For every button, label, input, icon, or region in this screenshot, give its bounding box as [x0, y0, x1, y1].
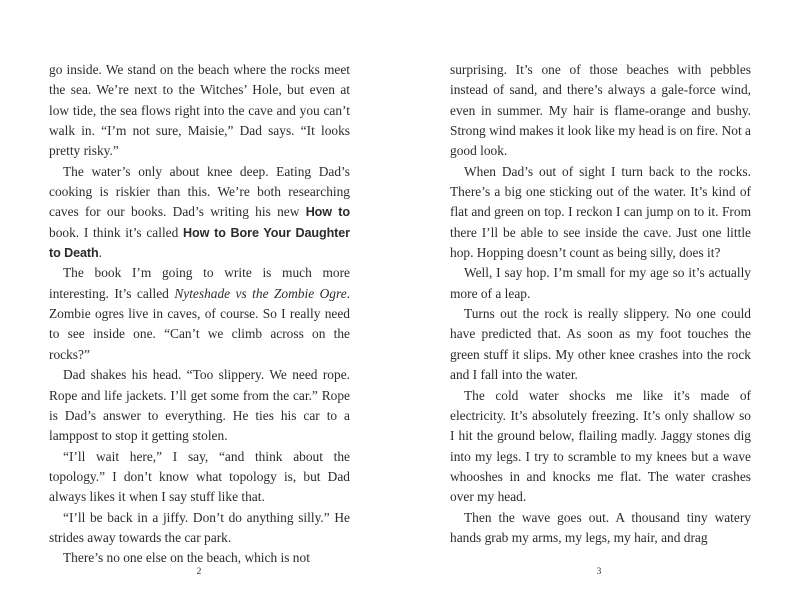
book-title-italic: Nyteshade vs the Zombie Ogre — [174, 285, 347, 301]
page-number-left: 2 — [196, 567, 202, 577]
paragraph — [49, 447, 350, 508]
paragraph — [450, 386, 751, 508]
text-run: The water’s only about knee deep. Eating Dad’s cooking is riskier than this. We’re both researching caves for our books. Dad’s writing his new — [49, 163, 350, 220]
text-run: There’s no one else on the beach, which is not — [63, 550, 310, 566]
text-run: When Dad’s out of sight I turn back to the rocks. There’s a big one sticking out of the water. It’s kind of flat and green on top. I reckon I can jump on to it. From there I’ll be able to see inside the cave. Just one little hop. Hopping doesn’t count as being silly, does it? — [450, 163, 751, 261]
paragraph — [450, 508, 751, 549]
right-page-text — [450, 60, 751, 548]
text-run: Dad shakes his head. “Too slippery. We need rope. Rope and life jackets. I’ll get some from the car.” Rope is Dad’s answer to everything. He ties his car to a lamppost to stop it getting stolen. — [49, 367, 350, 444]
text-run: book. I think it’s called — [49, 224, 184, 240]
text-run: . — [98, 245, 102, 261]
text-run: go inside. We stand on the beach where the rocks meet the sea. We’re next to the Witches’ Hole, but even at low tide, the sea flows right into the cave and you can’t walk in. “I’m not sure, Maisie,” Dad says. “It looks pretty risky.” — [49, 62, 350, 159]
text-run: “I’ll wait here,” I say, “and think about the topology.” I don’t know what topology is, but Dad always likes it when I say stuff like that. — [49, 448, 350, 505]
paragraph — [450, 162, 751, 264]
text-run: surprising. It’s one of those beaches with pebbles instead of sand, and there’s always a gale-force wind, even in summer. My hair is flame-orange and bushy. Strong wind makes it look like my head is on fire. Not a good look. — [450, 62, 751, 159]
paragraph — [49, 365, 350, 446]
text-run: Turns out the rock is really slippery. No one could have predicted that. As soon as my foot touches the green stuff it slips. My other knee crashes into the rock and I fall into the water. — [450, 306, 751, 383]
text-run: Well, I say hop. I’m small for my age so it’s actually more of a leap. — [450, 265, 751, 301]
left-page-text — [49, 60, 350, 569]
text-run: The book I’m going to write is much more interesting. It’s called — [49, 265, 350, 301]
text-run: “I’ll be back in a jiffy. Don’t do anything silly.” He strides away towards the car park. — [49, 509, 350, 545]
text-run: . Zombie ogres live in caves, of course. So I really need to see inside one. “Can’t we climb across on the rocks?” — [49, 285, 350, 362]
text-run: Then the wave goes out. A thousand tiny watery hands grab my arms, my legs, my hair, and drag — [450, 509, 751, 545]
page-number-right: 3 — [596, 567, 602, 577]
book-title-bold: How to — [305, 205, 350, 220]
book-title-bold: How to Bore Your Daughter to Death — [49, 225, 350, 261]
paragraph — [49, 162, 350, 264]
paragraph — [450, 60, 751, 162]
text-run: The cold water shocks me like it’s made of electricity. It’s absolutely freezing. It’s only shallow so I hit the ground below, flailing madly. Jaggy stones dig into my legs. I try to scramble to my knees but a wave whooshes in and knocks me flat. The water crashes over my head. — [450, 387, 751, 505]
paragraph — [49, 548, 350, 568]
paragraph — [450, 263, 751, 304]
paragraph — [49, 263, 350, 365]
paragraph — [450, 304, 751, 385]
paragraph — [49, 60, 350, 162]
paragraph — [49, 508, 350, 549]
